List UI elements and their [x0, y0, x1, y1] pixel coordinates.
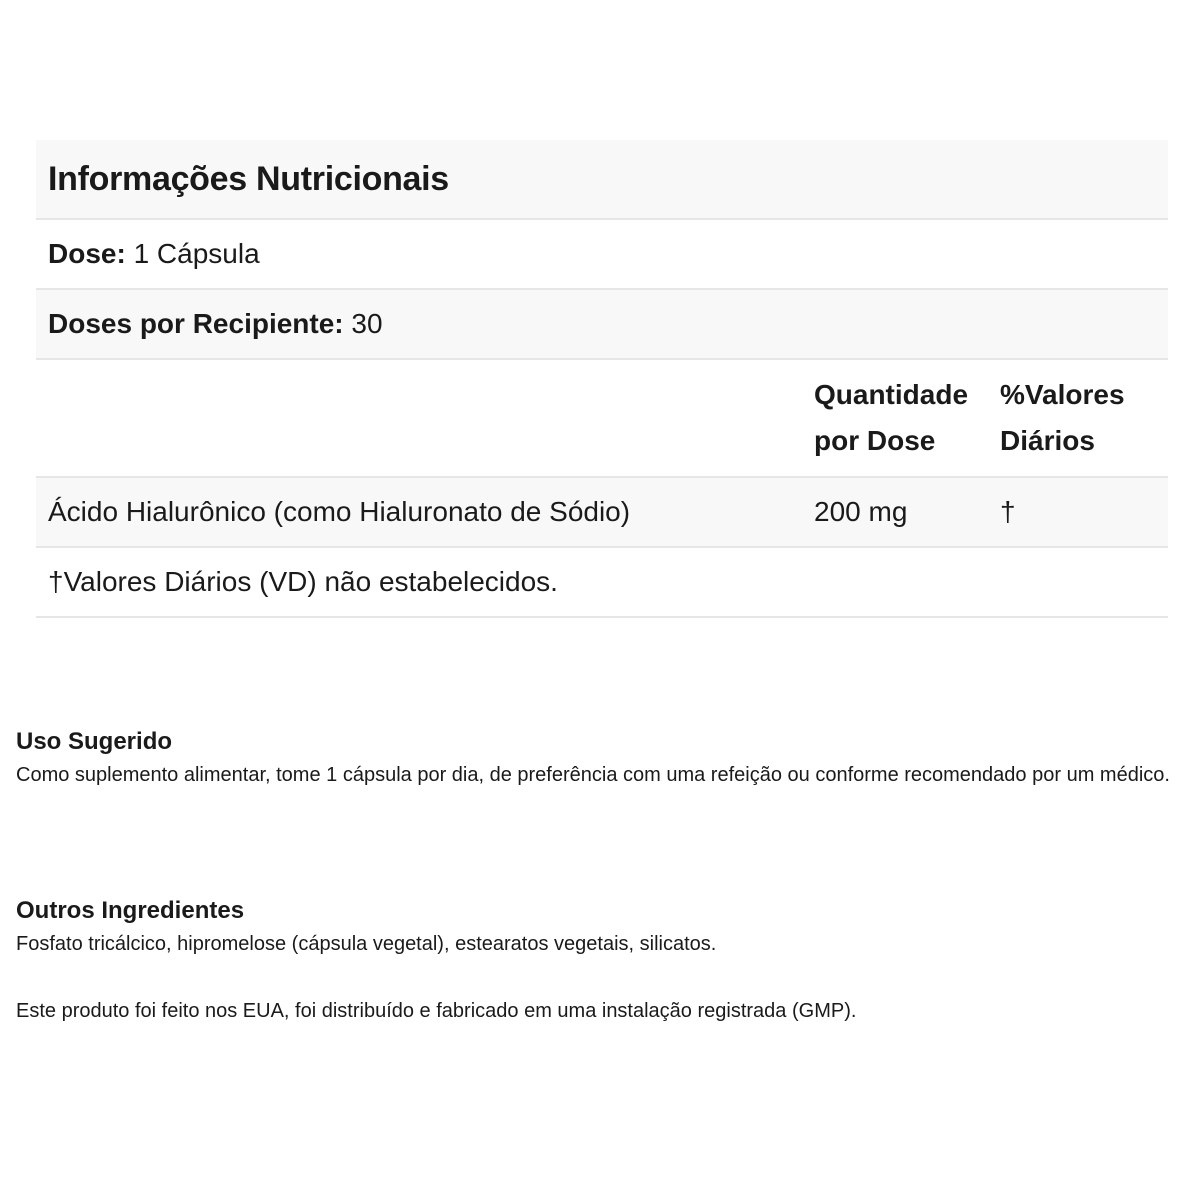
suggested-use-text: Como suplemento alimentar, tome 1 cápsula por dia, de preferência com uma refeição ou conforme recomendado por um médico. — [16, 764, 1170, 786]
other-ingredients-text: Fosfato tricálcico, hipromelose (cápsula vegetal), estearatos vegetais, silicatos. — [16, 933, 717, 955]
header-dv-line1: %Valores — [1000, 379, 1125, 410]
footnote-text: †Valores Diários (VD) não estabelecidos. — [48, 566, 558, 597]
nutrient-amount: 200 mg — [814, 496, 908, 527]
dose-value: 1 Cápsula — [125, 238, 260, 269]
servings-row — [36, 290, 1168, 360]
table-row — [36, 478, 1168, 548]
dose-row — [36, 220, 1168, 290]
table-header-row — [36, 360, 1168, 478]
manufacturing-section — [16, 994, 1192, 1029]
suggested-use-section — [16, 726, 1192, 793]
header-dv-line2: Diários — [1000, 425, 1095, 456]
header-daily-value — [1000, 372, 1168, 464]
nutrition-title: Informações Nutricionais — [48, 159, 449, 198]
other-ingredients-heading: Outros Ingredientes — [16, 897, 245, 924]
manufacturing-text: Este produto foi feito nos EUA, foi distribuído e fabricado em uma instalação registrada (GMP). — [16, 1000, 857, 1022]
nutrient-name: Ácido Hialurônico (como Hialuronato de Sódio) — [48, 496, 631, 527]
suggested-use-heading: Uso Sugerido — [16, 728, 173, 755]
header-amount-line2: por Dose — [814, 425, 936, 456]
dose-label: Dose: — [48, 238, 126, 269]
servings-value: 30 — [343, 308, 383, 339]
header-amount-line1: Quantidade — [814, 379, 969, 410]
nutrient-daily-value: † — [1000, 496, 1016, 527]
servings-label: Doses por Recipiente: — [48, 308, 344, 339]
nutrition-title-row — [36, 140, 1168, 220]
nutrition-facts-table — [36, 140, 1168, 618]
other-ingredients-section — [16, 895, 1192, 962]
header-amount — [814, 372, 1000, 464]
footnote-row — [36, 548, 1168, 618]
